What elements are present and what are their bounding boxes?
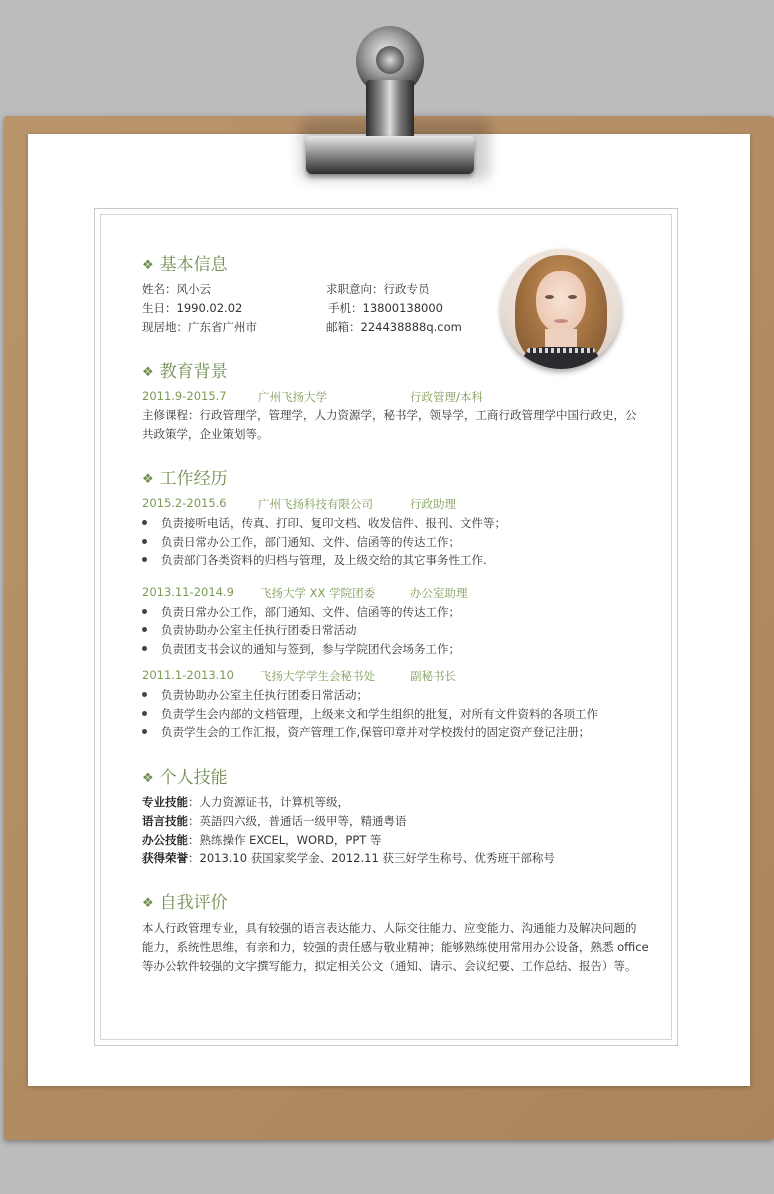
self-line2: 能力，系统性思维，有亲和力，较强的责任感与敬业精神；能够熟练使用常用办公设备，熟悉 office <box>142 940 649 954</box>
section-title-education: ❖ 教育背景 <box>142 362 228 382</box>
self-line3: 等办公软件较强的文字撰写能力，拟定相关公文（通知、请示、会议纪要、工作总结、报告）等。 <box>142 959 637 973</box>
work-0-role: 行政助理 <box>410 497 456 511</box>
list-item: 负责接听电话，传真、打印、复印文档、收发信件、报刊、文件等； <box>142 515 506 531</box>
diamond-icon: ❖ <box>142 365 154 380</box>
diamond-icon: ❖ <box>142 896 154 911</box>
basic-birth: 生日：1990.02.02 <box>142 301 243 315</box>
diamond-icon: ❖ <box>142 771 154 786</box>
list-item: 负责学生会的工作汇报，资产管理工作,保管印章并对学校拨付的固定资产登记注册； <box>142 724 590 740</box>
skill-office: 办公技能：熟练操作 EXCEL，WORD，PPT 等 <box>142 833 382 847</box>
list-item: 负责协助办公室主任执行团委日常活动 <box>142 622 357 638</box>
edu-major: 行政管理/本科 <box>410 390 483 404</box>
list-item: 负责日常办公工作，部门通知、文件、信函等的传达工作； <box>142 534 460 550</box>
list-item: 负责团支书会议的通知与签到，参与学院团代会场务工作； <box>142 641 460 657</box>
profile-photo <box>501 249 621 369</box>
list-item: 负责协助办公室主任执行团委日常活动； <box>142 687 368 703</box>
section-title-basic: ❖ 基本信息 <box>142 255 228 275</box>
binder-clip-icon <box>306 136 474 174</box>
basic-email: 邮箱：224438888q.com <box>326 320 462 334</box>
work-0-period: 2015.2-2015.6 <box>142 496 227 510</box>
edu-period: 2011.9-2015.7 <box>142 389 227 403</box>
work-2-org: 飞扬大学学生会秘书处 <box>260 669 375 683</box>
section-title-self: ❖ 自我评价 <box>142 893 228 913</box>
list-item: 负责日常办公工作，部门通知、文件、信函等的传达工作； <box>142 604 460 620</box>
work-1-period: 2013.11-2014.9 <box>142 585 234 599</box>
skill-professional: 专业技能：人力资源证书，计算机等级， <box>142 795 349 809</box>
self-line1: 本人行政管理专业，具有较强的语言表达能力、人际交往能力、应变能力、沟通能力及解决问题的 <box>142 921 637 935</box>
work-1-role: 办公室助理 <box>410 586 468 600</box>
work-2-period: 2011.1-2013.10 <box>142 668 234 682</box>
basic-name: 姓名：风小云 <box>142 282 211 296</box>
diamond-icon: ❖ <box>142 258 154 273</box>
edu-school: 广州飞扬大学 <box>258 390 327 404</box>
work-2-role: 副秘书长 <box>410 669 456 683</box>
diamond-icon: ❖ <box>142 472 154 487</box>
skill-language: 语言技能：英語四六级，普通话一级甲等，精通粤语 <box>142 814 407 828</box>
work-0-org: 广州飞扬科技有限公司 <box>258 497 373 511</box>
section-title-skills: ❖ 个人技能 <box>142 768 228 788</box>
edu-courses-line1: 主修课程：行政管理学，管理学，人力资源学，秘书学，领导学，工商行政管理学中国行政史，公 <box>142 408 637 422</box>
basic-residence: 现居地：广东省广州市 <box>142 320 257 334</box>
section-title-work: ❖ 工作经历 <box>142 469 228 489</box>
binder-clip-hole <box>376 46 404 74</box>
list-item: 负责学生会内部的文档管理，上级来文和学生组织的批复，对所有文件资料的各项工作 <box>142 706 598 722</box>
edu-courses-line2: 共政策学，企业策划等。 <box>142 427 269 441</box>
basic-phone: 手机：13800138000 <box>328 301 443 315</box>
skill-honors: 获得荣誉：2013.10 获国家奖学金、2012.11 获三好学生称号、优秀班干部称号 <box>142 851 555 865</box>
basic-job: 求职意向：行政专员 <box>326 282 430 296</box>
list-item: 负责部门各类资料的归档与管理，及上级交给的其它事务性工作. <box>142 552 487 568</box>
work-1-org: 飞扬大学 XX 学院团委 <box>260 586 376 600</box>
binder-clip-neck <box>366 80 414 142</box>
